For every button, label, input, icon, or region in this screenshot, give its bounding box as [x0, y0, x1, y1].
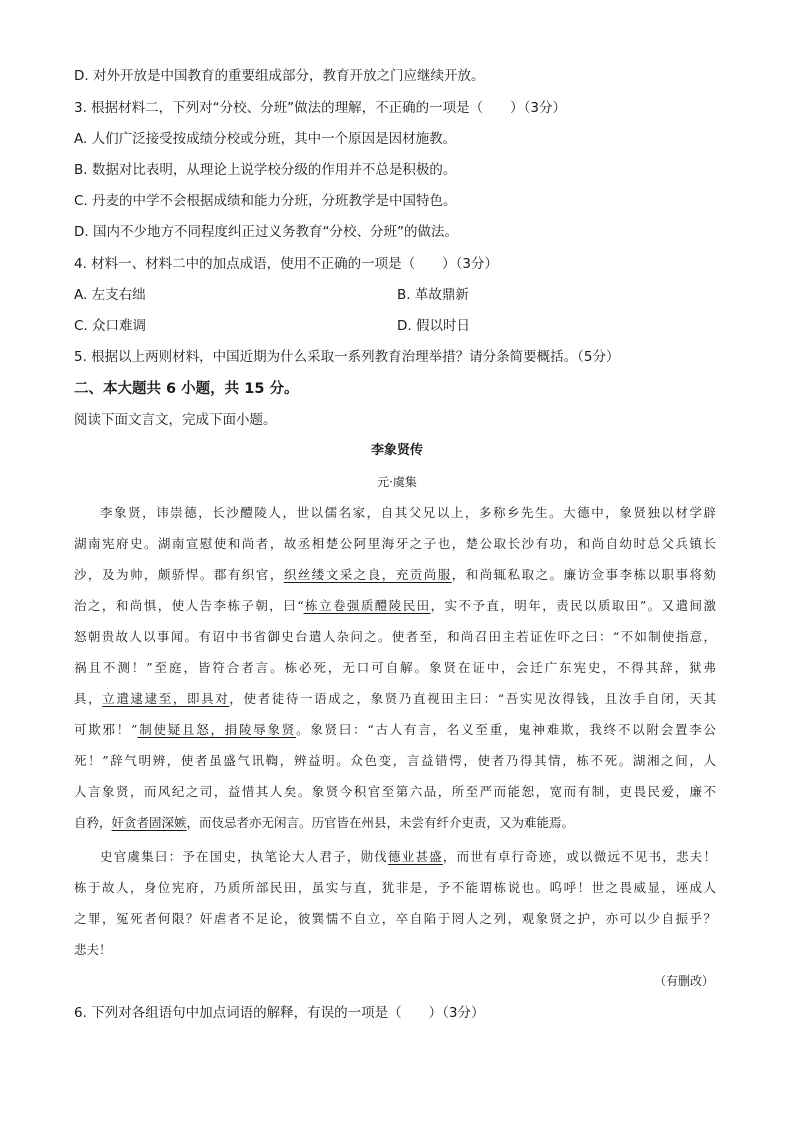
classical-line: 人言象贤，而风纪之司，益惜其人矣。象贤今积官至第六品，所至严而能恕，宽而有制，吏畏民爱，廉不 [74, 784, 716, 799]
q3-option-c: C. 丹麦的中学不会根据成绩和能力分班，分班教学是中国特色。 [74, 193, 457, 209]
classical-author: 元·虞集 [377, 475, 417, 489]
classical-line: 死！”辞气明辨，使者虽盛气讯鞫，辨益明。众色变，言益错愕，使者乃得其情，栋不死。湖湘之间，人 [74, 753, 716, 768]
underlined-sentence: 织丝缕文采之良，充贡尚服 [283, 567, 452, 582]
classical-line: 李象贤，讳崇德，长沙醴陵人，世以儒名家，自其父兄以上，多称乡先生。大德中，象贤独以材学辟 [100, 505, 716, 520]
q5-stem: 5. 根据以上两则材料，中国近期为什么采取一系列教育治理举措？请分条简要概括。（5分） [74, 349, 620, 365]
classical-line: 悲夫！ [74, 942, 112, 957]
classical-line: 之罪，冤死者何限？奸虐者不足论，彼巽懦不自立，卒自陷于罔人之列，观象贤之护，亦可以少自振乎？ [74, 911, 716, 926]
section2-heading: 二、本大题共 6 小题，共 15 分。 [74, 381, 299, 397]
q4-option-b: B. 革故鼎新 [397, 287, 469, 303]
classical-line: 沙，及为帅，颇骄悍。郡有织官，织丝缕文采之良，充贡尚服，和尚辄私取之。廉访佥事李栋以职事将劾 [74, 567, 716, 582]
underlined-sentence: 栋立卷强质醴陵民田 [303, 598, 431, 613]
q4-option-c: C. 众口难调 [74, 318, 147, 334]
underlined-sentence: 制使疑且怒，捐陵辱象贤 [137, 722, 297, 737]
q2-option-d: D. 对外开放是中国教育的重要组成部分，教育开放之门应继续开放。 [74, 68, 485, 84]
q3-option-d: D. 国内不少地方不同程度纠正过义务教育“分校、分班”的做法。 [74, 224, 458, 240]
classical-line: 治之，和尚惧，使人告李栋子朝，曰“栋立卷强质醴陵民田，实不予直，明年，责民以质取田”。又遣间激 [74, 598, 716, 613]
q6-stem: 6. 下列对各组语句中加点词语的解释，有误的一项是（ ）（3分） [74, 1005, 485, 1021]
underlined-sentence: 立遣逮逮至，即具对 [102, 691, 230, 706]
source-note: （有删改） [653, 974, 714, 988]
classical-line: 史官虞集曰：予在国史，执笔论大人君子，勋伐德业甚盛，而世有卓行奇迹，或以微远不见书，悲夫！ [100, 849, 716, 864]
classical-line: 可欺邪！”制使疑且怒，捐陵辱象贤。象贤曰：“古人有言，名义至重，鬼神难欺，我终不以附会置李公 [74, 722, 716, 737]
classical-line: 自矜，奸贪者固深嫉，而伎忌者亦无闲言。历官皆在州县，未尝有纤介吏责，又为难能焉。 [74, 815, 575, 830]
classical-line: 具，立遣逮逮至，即具对，使者徒待一语成之，象贤乃直视田主曰：“吾实见汝得钱，且汝手自闭，天其 [74, 691, 716, 706]
q4-stem: 4. 材料一、材料二中的加点成语，使用不正确的一项是（ ）（3分） [74, 256, 499, 272]
classical-line: 湖南宪府史。湖南宣慰使和尚者，故丞相楚公阿里海牙之子也，楚公取长沙有功，和尚自幼时总父兵镇长 [74, 536, 716, 551]
classical-line: 祸且不测！”至庭，皆符合者言。栋必死，无口可自解。象贤在证中，会迁广东宪史，不得其辞，狱弗 [74, 660, 716, 675]
underlined-sentence: 奸贪者固深嫉 [111, 815, 187, 830]
q4-option-a: A. 左支右绌 [74, 287, 146, 303]
q3-option-b: B. 数据对比表明，从理论上说学校分级的作用并不总是积极的。 [74, 162, 457, 178]
underlined-phrase: 德业甚盛 [388, 849, 443, 864]
q3-stem: 3. 根据材料二，下列对“分校、分班”做法的理解，不正确的一项是（ ）（3分） [74, 100, 566, 116]
q4-option-d: D. 假以时日 [397, 318, 470, 334]
q3-option-a: A. 人们广泛接受按成绩分校或分班，其中一个原因是因材施教。 [74, 131, 457, 147]
section2-instruction: 阅读下面文言文，完成下面小题。 [74, 412, 277, 428]
classical-line: 怒朝贵故人以事闻。有诏中书省御史台遣人杂问之。使者至，和尚召田主若证佐吓之曰：“不如制使指意， [74, 629, 716, 644]
classical-title: 李象贤传 [370, 443, 423, 458]
classical-line: 栋于故人，身位宪府，乃质所部民田，虽实与直，犹非是，予不能谓栋说也。呜呼！世之畏威显，诬成人 [74, 880, 716, 895]
